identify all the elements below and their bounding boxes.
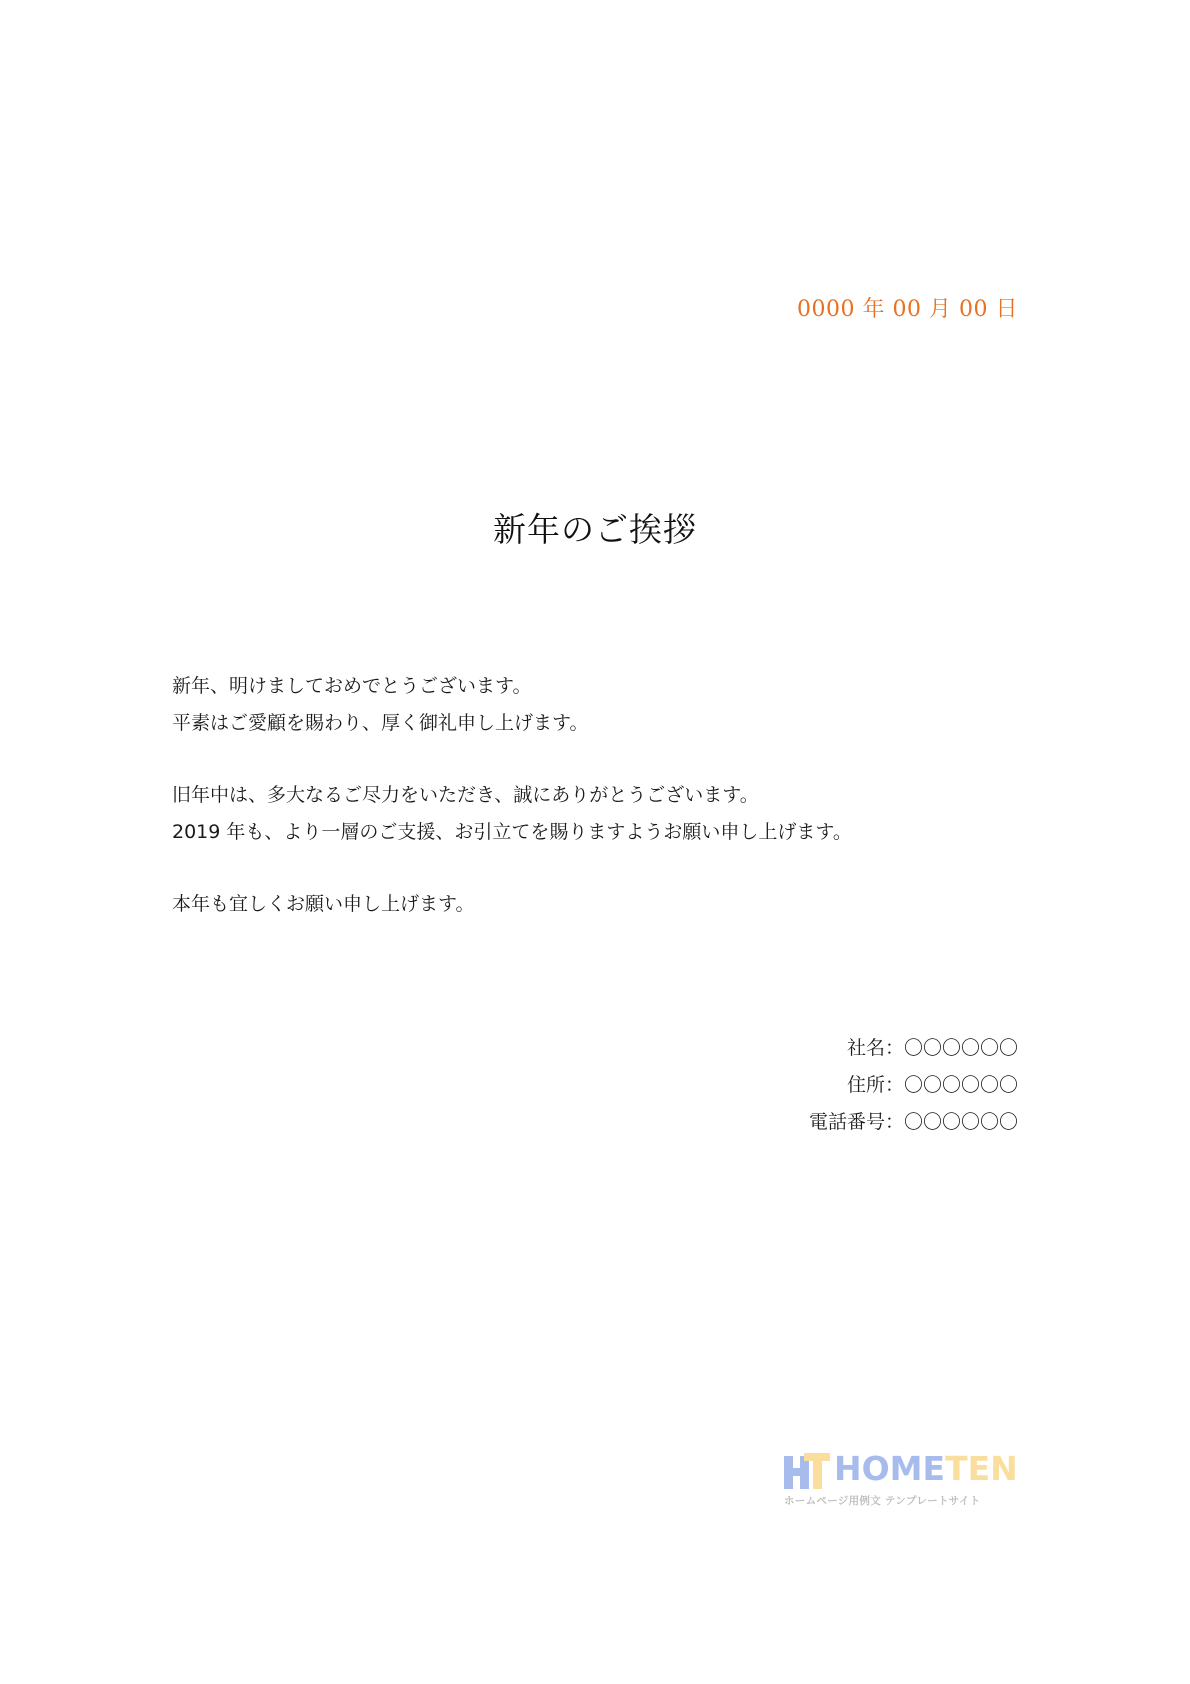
logo-wordmark [834, 1449, 1018, 1488]
body-line: 旧年中は、多大なるご尽力をいただき、誠にありがとうございます。 [172, 784, 759, 806]
paragraph-gap [172, 742, 1018, 777]
logo-tagline: ホームページ用例文 テンプレートサイト [784, 1495, 981, 1507]
sender-address: 住所：〇〇〇〇〇〇 [846, 1074, 1018, 1096]
body-line: 新年、明けましておめでとうございます。 [172, 675, 532, 697]
body-line: 平素はご愛顧を賜わり、厚く御礼申し上げます。 [172, 712, 589, 734]
paragraph-gap [172, 851, 1018, 886]
hometen-watermark-logo [784, 1449, 1018, 1511]
body-line: 本年も宜しくお願い申し上げます。 [172, 893, 475, 915]
logo-word-ten: TEN [945, 1449, 1018, 1488]
document-body [172, 668, 1018, 923]
sender-block [809, 1030, 1018, 1141]
document-date: 0000 年 00 月 00 日 [797, 297, 1018, 322]
document-title: 新年のご挨拶 [493, 510, 697, 549]
hometen-logo-icon [784, 1453, 830, 1489]
sender-phone: 電話番号：〇〇〇〇〇〇 [808, 1111, 1018, 1133]
body-line: 2019 年も、より一層のご支援、お引立てを賜りますようお願い申し上げます。 [172, 821, 852, 843]
logo-word-home: HOME [834, 1449, 946, 1488]
sender-company: 社名：〇〇〇〇〇〇 [846, 1037, 1018, 1059]
